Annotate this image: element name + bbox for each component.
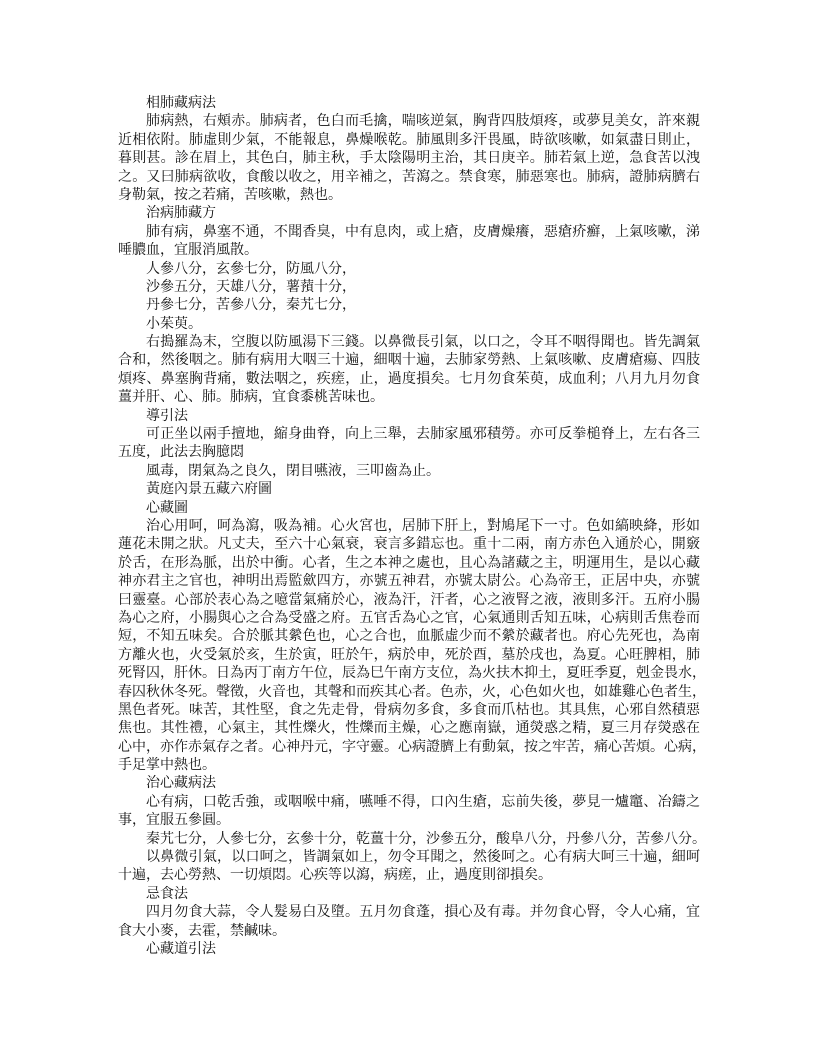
text-line-block xyxy=(118,462,700,480)
paragraph xyxy=(118,223,700,260)
section-heading xyxy=(118,940,700,958)
text-line: 近相依附。肺虛則少氣，不能報息，鼻燥喉乾。肺風則多汗畏風，時欲咳嗽，如氣盡日則止， xyxy=(118,131,700,148)
text-line: 心中，亦作赤氣存之者。心神丹元，字守靈。心病證臍上有動氣，按之牢苦，痛心苦煩。心病， xyxy=(118,738,706,755)
text-line: 小茱萸。 xyxy=(146,315,202,332)
text-line: 五度，此法去胸臆悶 xyxy=(118,444,244,461)
text-line: 煩疼、鼻塞胸背痛，數法咽之，疾瘥，止，過度損矣。七月勿食茱萸，成血利；八月九月勿食 xyxy=(118,370,700,387)
paragraph xyxy=(118,112,700,204)
text-line: 風毒，閉氣為之良久，閉目嚥液，三叩齒為止。 xyxy=(146,462,440,479)
text-line: 黑色者死。味苦，其性堅，食之先走骨，骨病勿多食，多食而爪枯也。其具焦，心邪自然積惡 xyxy=(118,701,700,718)
text-line-block xyxy=(118,296,700,314)
heading-text: 導引法 xyxy=(146,407,188,424)
text-line: 於舌，在形為脈，出於中衝。心者，生之本神之處也，且心為諸藏之主，明運用生，是以心藏 xyxy=(118,554,700,571)
text-line: 手足掌中熱也。 xyxy=(118,757,216,774)
text-line: 可正坐以兩手擅地，縮身曲脊，向上三舉，去肺家風邪積勞。亦可反拳槌脊上，左右各三 xyxy=(146,426,700,443)
text-line-block xyxy=(118,830,706,848)
text-line: 暮則甚。診在眉上，其色白，肺主秋，手太陰陽明主治，其日庚辛。肺若氣上逆，急食苦以洩 xyxy=(118,150,700,167)
text-line: 唾膿血，宜服消風散。 xyxy=(118,242,258,259)
text-line: 薑并肝、心、肺。肺病，宜食黍桃苦味也。 xyxy=(118,389,384,406)
text-line: 合和，然後咽之。肺有病用大咽三十遍，細咽十遍，去肺家勞熱、上氣咳嗽、皮膚瘡瘍、四肢 xyxy=(118,352,700,369)
text-line: 方離火也，火受氣於亥，生於寅，旺於午，病於申，死於酉，墓於戌也，為夏。心旺脾相，肺 xyxy=(118,646,700,663)
section-heading xyxy=(118,94,700,112)
text-line-block xyxy=(118,315,700,333)
heading-text: 忌食法 xyxy=(146,885,188,902)
paragraph xyxy=(118,517,706,774)
section-heading xyxy=(118,774,700,792)
text-line: 神亦君主之官也，神明出焉監歛四方，亦號五神君，亦號太尉公。心為帝王，正居中央，亦號 xyxy=(118,573,700,590)
text-line: 人參八分，玄參七分，防風八分， xyxy=(146,260,356,277)
text-line-block xyxy=(118,278,700,296)
text-line: 以鼻微引氣，以口呵之，皆調氣如上，勿令耳聞之，然後呵之。心有病大呵三十遍，細呵 xyxy=(146,849,700,866)
paragraph xyxy=(118,333,700,407)
text-line: 治心用呵，呵為瀉，吸為補。心火宮也，居肺下肝上，對鳩尾下一寸。色如縞映絳，形如 xyxy=(146,517,700,534)
document-page xyxy=(118,94,706,958)
text-line: 丹參七分，苦參八分，秦艽七分， xyxy=(146,297,356,314)
heading-text: 心藏圖 xyxy=(146,499,188,516)
text-line: 肺有病，鼻塞不通，不聞香臭，中有息肉，或上瘡，皮膚燥癢，惡瘡疥癬，上氣咳嗽，涕 xyxy=(146,223,700,240)
text-line: 四月勿食大蒜，令人髮易白及墮。五月勿食蓬，損心及有毒。并勿食心腎，令人心痛，宜 xyxy=(146,904,700,921)
text-line: 短，不知五味矣。合於脈其縈色也，心之合也，血脈虛少而不縈於藏者也。府心先死也，為南 xyxy=(118,628,700,645)
heading-text: 治心藏病法 xyxy=(146,775,216,792)
paragraph xyxy=(118,793,700,830)
text-line: 春囚秋休冬死。聲徵，火音也，其聲和而疾其心者。色赤，火，心色如火也，如雄雞心色者生， xyxy=(118,683,706,700)
text-line-block xyxy=(118,260,700,278)
section-heading xyxy=(118,407,700,425)
text-line: 死腎囚，肝休。日為丙丁南方午位，辰為巳午南方支位，為火扶木抑土，夏旺季夏，剋金畏水， xyxy=(118,665,706,682)
text-line: 十遍，去心勞熱、一切煩悶。心疾等以瀉，病瘥，止，過度則卻損矣。 xyxy=(118,867,552,884)
text-line: 事，宜服五參圓。 xyxy=(118,812,230,829)
text-line: 焦也。其性禮，心氣主，其性爍火，性爍而主燥，心之應南嶽，通熒惑之精，夏三月存熒惑在 xyxy=(118,720,700,737)
text-line: 秦艽七分，人參七分，玄參十分，乾薑十分，沙參五分，酸阜八分，丹參八分，苦參八分。 xyxy=(146,830,706,847)
text-line: 右搗羅為末，空腹以防風湯下三錢。以鼻微長引氣，以口之，令耳不咽得聞也。皆先調氣 xyxy=(146,334,700,351)
text-line: 為心之府，小腸與心之合為受盛之府。五官舌為心之官，心氣通則舌知五味，心病則舌焦卷而 xyxy=(118,609,700,626)
paragraph xyxy=(118,848,700,885)
section-heading xyxy=(118,499,700,517)
paragraph xyxy=(118,903,700,940)
paragraph xyxy=(118,425,700,462)
heading-text: 黃庭內景五藏六府圖 xyxy=(146,481,272,498)
text-line: 心有病，口乾舌強，或咽喉中痛，嚥唾不得，口內生瘡，忘前失後，夢見一爐竈、冶鑄之 xyxy=(146,793,700,810)
heading-text: 相肺藏病法 xyxy=(146,95,216,111)
section-heading xyxy=(118,480,700,498)
text-line: 沙參五分，天雄八分，薯蕷十分， xyxy=(146,278,356,295)
section-heading xyxy=(118,885,700,903)
text-line: 蓮花未開之狀。凡丈夫，至六十心氣衰，衰言多錯忘也。重十二兩，南方赤色入通於心，開竅 xyxy=(118,536,700,553)
text-line: 之。又曰肺病欲收，食酸以收之，用辛補之，苦瀉之。禁食寒，肺惡寒也。肺病，證肺病臍右 xyxy=(118,168,700,185)
text-line: 食大小麥，去霍，禁鹹味。 xyxy=(118,922,286,939)
section-heading xyxy=(118,204,700,222)
text-line: 身勒氣，按之若痛，苦咳嗽，熱也。 xyxy=(118,186,342,203)
heading-text: 心藏道引法 xyxy=(146,940,216,957)
heading-text: 治病肺藏方 xyxy=(146,205,216,222)
text-line: 曰靈臺。心部於表心為之噫當氣痛於心，液為汗，汗者，心之液腎之液，液則多汗。五府小腸 xyxy=(118,591,700,608)
text-line: 肺病熱，右頰赤。肺病者，色白而毛擒，喘咳逆氣，胸背四肢煩疼，或夢見美女，許來親 xyxy=(146,113,700,130)
